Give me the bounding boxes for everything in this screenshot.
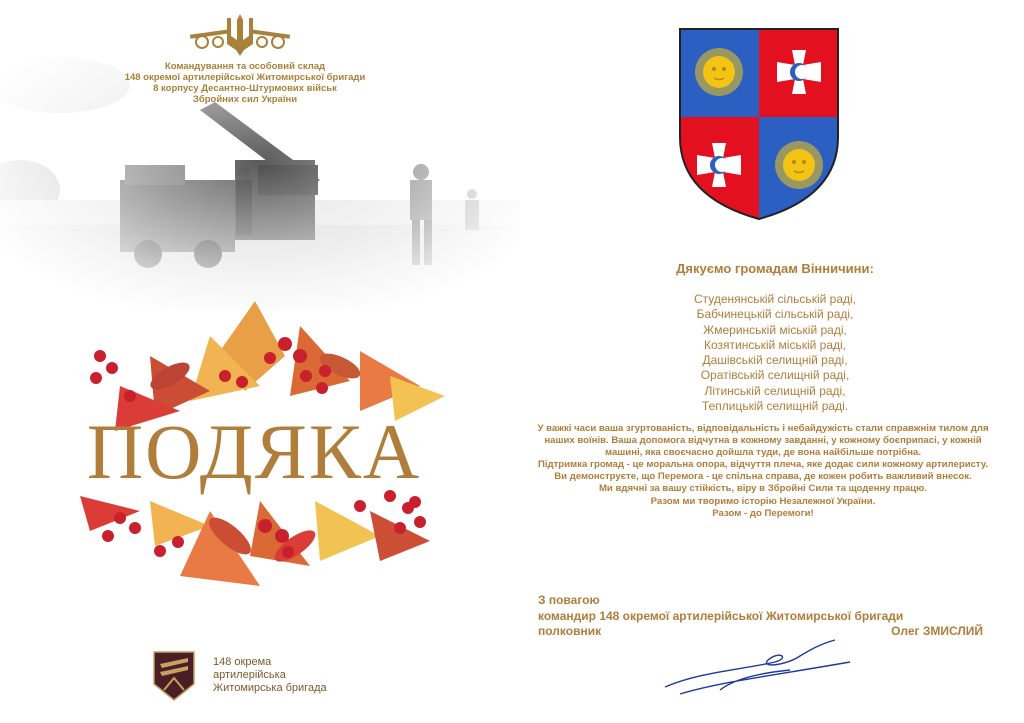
council-item: Дашівській селищній раді, xyxy=(702,353,848,368)
header-line: Командування та особовий склад xyxy=(164,61,326,72)
brigade-line: 148 окрема xyxy=(213,656,272,668)
signature xyxy=(660,632,860,702)
council-item: Літинській селищній раді, xyxy=(704,383,846,398)
sun-icon xyxy=(695,48,743,96)
header-line: Збройних сил України xyxy=(192,94,298,105)
message-line: Ви демонструєте, що Перемога - це спільна справа, де кожен робить важливий внесок. xyxy=(554,471,972,483)
council-item: Бабчинецькій сільській раді, xyxy=(696,307,854,322)
council-item: Оратівській селищній раді, xyxy=(700,368,850,383)
council-item: Козятинській міській раді, xyxy=(703,337,847,352)
message-line: Ми вдячні за вашу стійкість, віру в Збройні Сили та щоденну працю. xyxy=(598,483,928,495)
brigade-line: Житомирська бригада xyxy=(213,682,327,694)
councils-list xyxy=(540,292,1010,414)
unit-header xyxy=(100,61,390,105)
regards-text: З повагою xyxy=(538,593,600,607)
message-line: Разом - до Перемоги! xyxy=(712,507,814,519)
brigade-name xyxy=(213,656,383,695)
coat-of-arms xyxy=(678,27,840,221)
council-item: Студенянській сільській раді, xyxy=(693,292,856,306)
council-item: Жмеринській міській раді, xyxy=(703,322,847,337)
commander-name: Олег ЗМИСЛИЙ xyxy=(891,624,983,638)
header-line: 148 окремої артилерійської Житомирської бригади xyxy=(124,72,366,83)
brigade-patch xyxy=(152,650,196,702)
message-line: наших воїнів. Ваша допомога відчутна в кожному завданні, у кожному боєприпасі, у кожній xyxy=(544,435,982,447)
trident-emblem xyxy=(182,10,298,58)
brigade-line: артилерійська xyxy=(213,669,286,681)
message-line: Разом ми творимо історію Незалежної України. xyxy=(650,495,876,507)
council-item: Теплицькій селищній раді. xyxy=(701,399,849,414)
commander-rank: полковник xyxy=(538,624,602,638)
gratitude-message xyxy=(508,423,1018,520)
message-line: Підтримка громад - це моральна опора, відчуття плеча, яке додає сили кожному артилеристу. xyxy=(537,459,989,471)
message-line: У важкі часи ваша згуртованість, відповідальність і небайдужість стали справжнім тилом для xyxy=(537,423,989,434)
sun-icon xyxy=(775,141,823,189)
message-line: машині, яка своєчасно дойшла туди, де вона найбільше потрібна. xyxy=(605,447,921,459)
header-line: 8 корпусу Десантно-Штурмових військ xyxy=(153,83,337,94)
commander-position: командир 148 окремої артилерійської Житомирської бригади xyxy=(538,608,904,623)
certificate-title: ПОДЯКА xyxy=(86,408,422,495)
thanks-title: Дякуємо громадам Вінничини: xyxy=(676,261,874,276)
